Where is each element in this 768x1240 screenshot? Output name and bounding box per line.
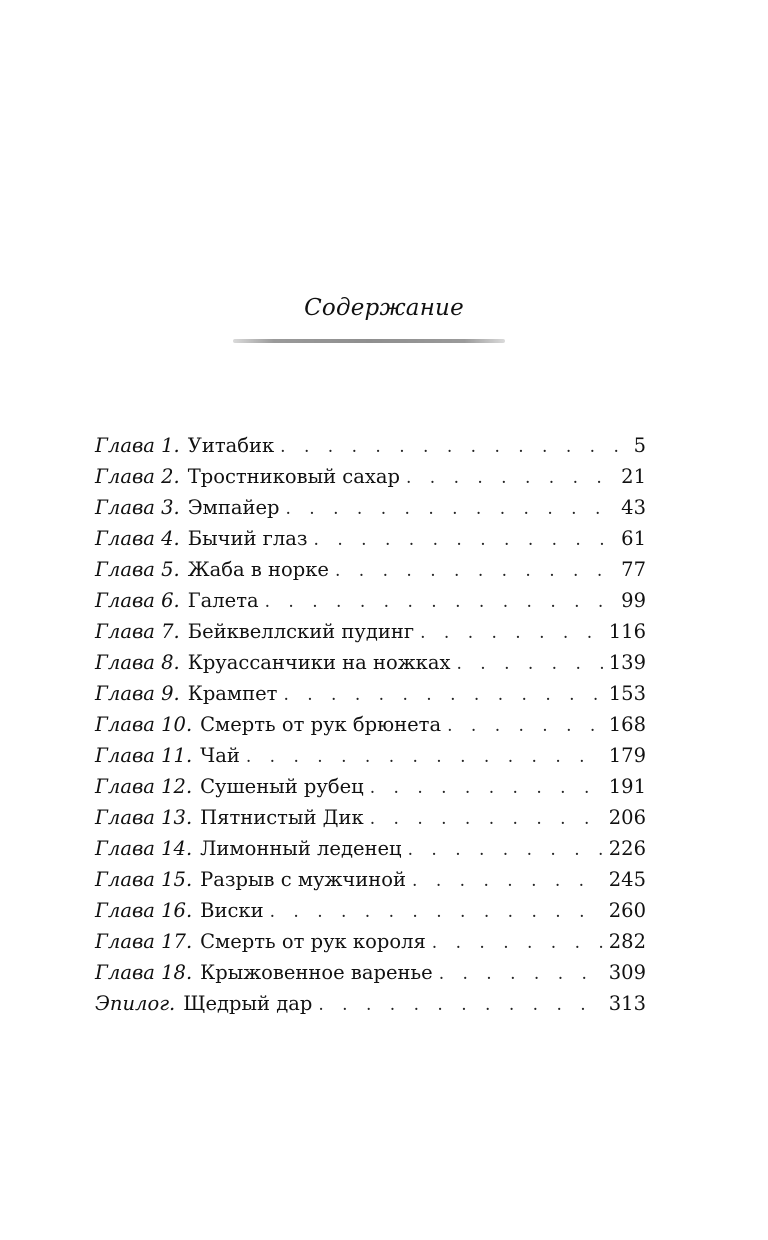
toc-entry-label: Глава 12.: [95, 775, 193, 798]
dot-leader: [265, 587, 616, 618]
toc-entry-title: Уитабик: [187, 434, 275, 457]
dot-leader: [439, 959, 603, 990]
toc-entry-label: Глава 8.: [95, 651, 180, 674]
toc-entry-title: Смерть от рук брюнета: [200, 713, 442, 736]
dot-leader: [335, 556, 615, 587]
toc-entry-label: Глава 9.: [95, 682, 180, 705]
toc-entry-label: Глава 16.: [95, 899, 193, 922]
toc-entry-label: Глава 10.: [95, 713, 193, 736]
dot-leader: [370, 773, 603, 804]
dot-leader: [314, 525, 616, 556]
toc-entry: [95, 864, 646, 895]
dot-leader: [285, 494, 615, 525]
toc-entry-page-number: 245: [608, 868, 646, 891]
toc-entry: [95, 771, 646, 802]
dot-leader: [270, 897, 603, 928]
toc-entry-page-number: 61: [621, 527, 646, 550]
dot-leader: [412, 866, 603, 897]
toc-entry: [95, 957, 646, 988]
toc-entry-label: Глава 11.: [95, 744, 193, 767]
toc-entry: [95, 585, 646, 616]
dot-leader: [246, 742, 603, 773]
toc-entry: [95, 709, 646, 740]
table-of-contents: [95, 430, 646, 1019]
contents-title: Содержание: [304, 295, 464, 321]
toc-entry-title: Бычий глаз: [187, 527, 308, 550]
toc-entry-page-number: 21: [621, 465, 646, 488]
toc-entry-page-number: 226: [608, 837, 646, 860]
toc-entry: [95, 554, 646, 585]
toc-entry-label: Глава 5.: [95, 558, 180, 581]
toc-entry: [95, 616, 646, 647]
toc-entry-title: Крампет: [187, 682, 278, 705]
toc-entry-label: Глава 4.: [95, 527, 180, 550]
toc-entry-title: Щедрый дар: [183, 992, 313, 1015]
toc-entry-title: Бейквеллский пудинг: [187, 620, 415, 643]
toc-entry-title: Жаба в норке: [187, 558, 329, 581]
toc-entry-page-number: 313: [608, 992, 646, 1015]
toc-entry-page-number: 43: [621, 496, 646, 519]
dot-leader: [456, 649, 602, 680]
toc-entry-page-number: 5: [633, 434, 646, 457]
dot-leader: [283, 680, 602, 711]
toc-entry-page-number: 139: [608, 651, 646, 674]
toc-entry: [95, 833, 646, 864]
toc-entry-title: Лимонный леденец: [200, 837, 402, 860]
toc-entry: [95, 430, 646, 461]
toc-entry-title: Эмпайер: [187, 496, 280, 519]
toc-entry: [95, 678, 646, 709]
toc-entry: [95, 740, 646, 771]
toc-entry-page-number: 206: [608, 806, 646, 829]
toc-entry-title: Тростниковый сахар: [187, 465, 400, 488]
dot-leader: [280, 432, 627, 463]
toc-entry-page-number: 191: [608, 775, 646, 798]
toc-entry-label: Глава 6.: [95, 589, 180, 612]
toc-entry-label: Эпилог.: [95, 992, 176, 1015]
toc-entry: [95, 926, 646, 957]
toc-entry-label: Глава 15.: [95, 868, 193, 891]
toc-entry-title: Чай: [200, 744, 240, 767]
dot-leader: [432, 928, 603, 959]
dot-leader: [406, 463, 615, 494]
toc-entry: [95, 461, 646, 492]
toc-entry-label: Глава 3.: [95, 496, 180, 519]
toc-entry-label: Глава 13.: [95, 806, 193, 829]
toc-entry-page-number: 116: [608, 620, 646, 643]
toc-entry: [95, 492, 646, 523]
dot-leader: [318, 990, 602, 1021]
toc-entry-title: Виски: [200, 899, 264, 922]
toc-entry-title: Крыжовенное варенье: [200, 961, 433, 984]
toc-entry-title: Круассанчики на ножках: [187, 651, 451, 674]
toc-entry-page-number: 309: [608, 961, 646, 984]
toc-entry-title: Галета: [187, 589, 259, 612]
toc-entry-title: Пятнистый Дик: [200, 806, 364, 829]
toc-entry: [95, 988, 646, 1019]
toc-entry-page-number: 179: [608, 744, 646, 767]
toc-entry: [95, 523, 646, 554]
toc-entry-page-number: 260: [608, 899, 646, 922]
title-divider: [233, 339, 505, 343]
toc-entry-label: Глава 7.: [95, 620, 180, 643]
toc-entry-title: Сушеный рубец: [200, 775, 364, 798]
toc-entry: [95, 895, 646, 926]
dot-leader: [420, 618, 603, 649]
toc-entry-page-number: 282: [608, 930, 646, 953]
toc-entry-label: Глава 1.: [95, 434, 180, 457]
toc-entry-title: Смерть от рук короля: [200, 930, 426, 953]
toc-entry-page-number: 77: [621, 558, 646, 581]
toc-entry: [95, 802, 646, 833]
toc-entry-label: Глава 18.: [95, 961, 193, 984]
toc-entry-label: Глава 17.: [95, 930, 193, 953]
toc-entry-page-number: 153: [608, 682, 646, 705]
dot-leader: [408, 835, 603, 866]
toc-entry-title: Разрыв с мужчиной: [200, 868, 407, 891]
toc-entry-page-number: 99: [621, 589, 646, 612]
toc-entry-label: Глава 2.: [95, 465, 180, 488]
toc-entry: [95, 647, 646, 678]
toc-entry-label: Глава 14.: [95, 837, 193, 860]
dot-leader: [447, 711, 603, 742]
dot-leader: [370, 804, 603, 835]
toc-entry-page-number: 168: [608, 713, 646, 736]
